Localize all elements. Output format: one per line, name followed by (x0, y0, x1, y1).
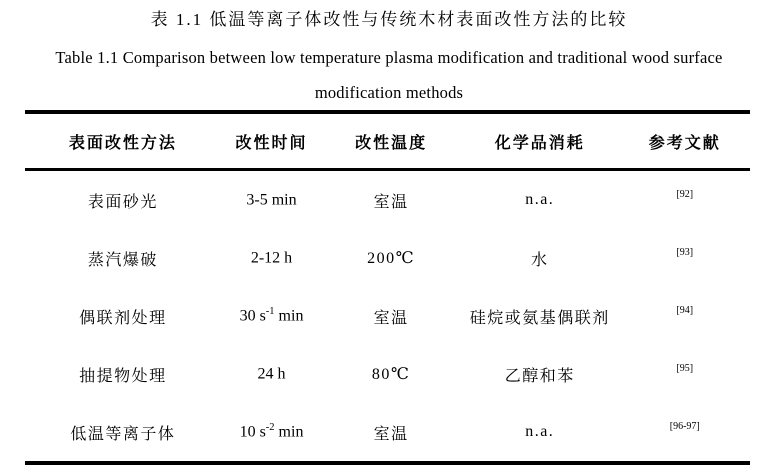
cell-method: 蒸汽爆破 (87, 251, 158, 269)
time-value: 2-12 h (250, 249, 293, 267)
cell-temp: 室温 (373, 193, 409, 211)
time-value: 24 h (257, 365, 286, 383)
table-row (25, 403, 750, 463)
time-value: 30 s (239, 307, 266, 325)
cell-chemicals: 乙醇和苯 (504, 367, 575, 385)
cell-time (221, 287, 323, 345)
table-body (25, 170, 750, 464)
table-row (25, 229, 750, 287)
citation-marker: [95] (676, 363, 694, 375)
cell-temp: 80℃ (371, 366, 411, 383)
cell-method: 抽提物处理 (79, 367, 167, 385)
table-caption-en (0, 40, 778, 110)
cell-time (221, 403, 323, 463)
time-unit: min (274, 307, 304, 325)
cell-reference (620, 345, 751, 403)
header-row (25, 112, 750, 170)
citation-marker: [93] (676, 247, 694, 259)
cell-chemicals: n.a. (525, 423, 555, 440)
header-chemicals: 化学品消耗 (460, 112, 620, 170)
cell-chemicals: 硅烷或氨基偶联剂 (469, 309, 610, 327)
cell-time (221, 345, 323, 403)
header-method: 表面改性方法 (25, 112, 221, 170)
table-row (25, 170, 750, 230)
table-row (25, 345, 750, 403)
time-value: 10 s (239, 423, 266, 441)
cell-temp: 室温 (373, 425, 409, 443)
citation-marker: [96-97] (669, 421, 700, 433)
time-unit: min (274, 423, 304, 441)
cell-method: 表面砂光 (87, 193, 158, 211)
table-caption-zh: 表 1.1 低温等离子体改性与传统木材表面改性方法的比较 (150, 10, 628, 29)
cell-temp: 室温 (373, 309, 409, 327)
citation-marker: [92] (676, 189, 694, 201)
table-caption-en-line1: Table 1.1 Comparison between low temperature plasma modification and traditional wood surface (55, 48, 723, 67)
header-reference: 参考文献 (620, 112, 751, 170)
table-caption-en-line2: modification methods (314, 83, 464, 102)
cell-reference (620, 403, 751, 463)
cell-reference (620, 287, 751, 345)
cell-time (221, 229, 323, 287)
time-superscript: -2 (265, 422, 275, 434)
cell-time (221, 170, 323, 230)
citation-marker: [94] (676, 305, 694, 317)
table-row (25, 287, 750, 345)
cell-method: 低温等离子体 (70, 425, 176, 443)
cell-reference (620, 229, 751, 287)
time-superscript: -1 (265, 306, 275, 318)
time-value: 3-5 min (246, 191, 297, 209)
cell-chemicals: n.a. (525, 191, 555, 208)
cell-chemicals: 水 (530, 251, 549, 269)
header-time: 改性时间 (221, 112, 323, 170)
table-header (25, 112, 750, 170)
comparison-table (25, 110, 750, 465)
cell-reference (620, 170, 751, 230)
header-temp: 改性温度 (322, 112, 460, 170)
cell-temp: 200℃ (367, 250, 416, 267)
cell-method: 偶联剂处理 (79, 309, 167, 327)
